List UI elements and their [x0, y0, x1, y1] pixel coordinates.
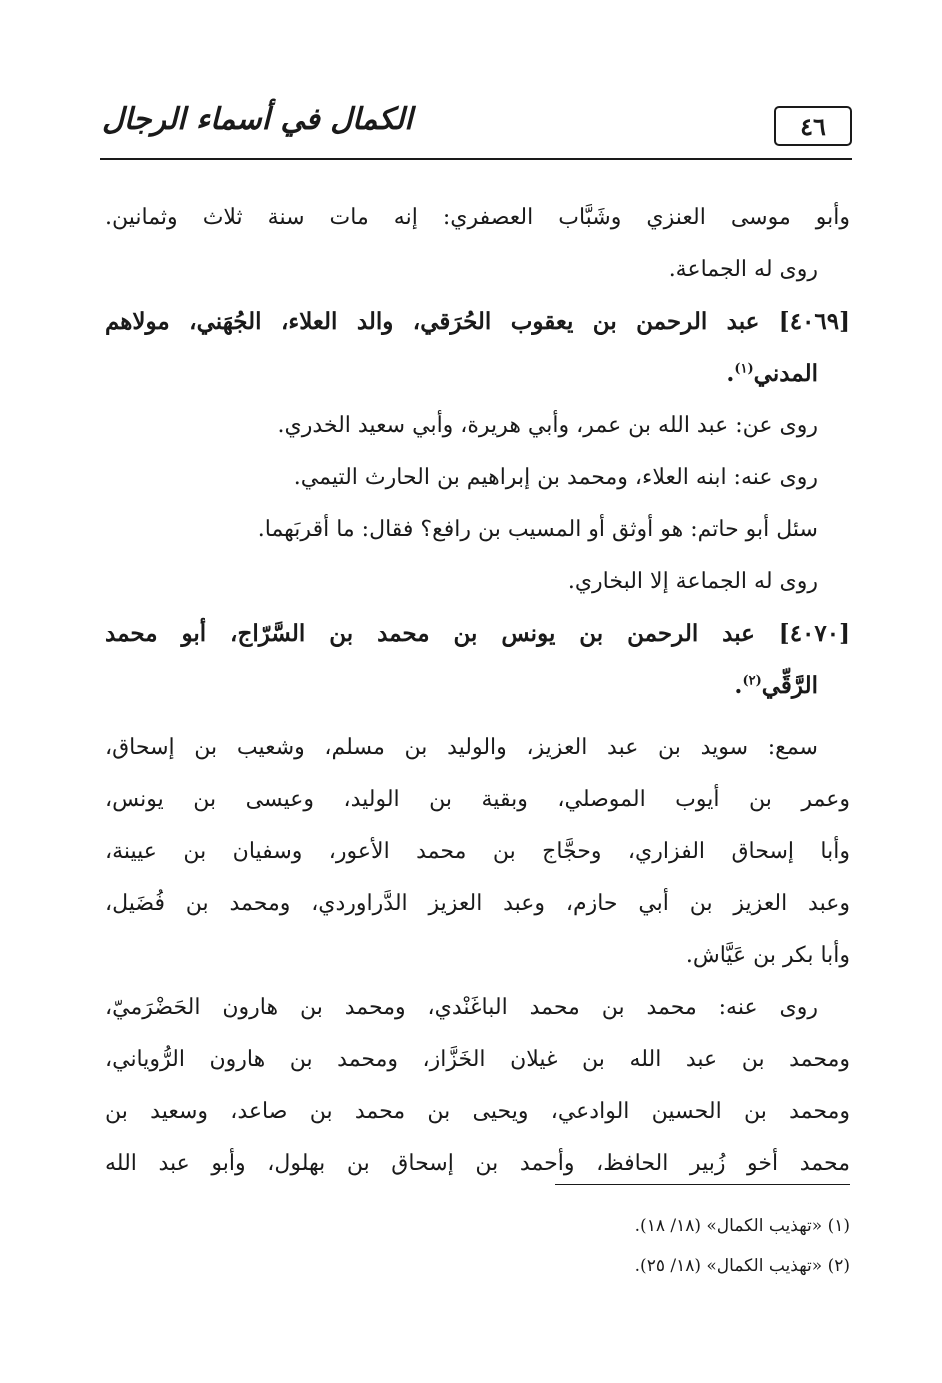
text-line: ومحمد بن الحسين الوادعي، ويحيى بن محمد بن صاعد، وسعيد بن: [105, 1099, 850, 1124]
entry-heading-4069: [٤٠٦٩] عبد الرحمن بن يعقوب الحُرَقي، والد العلاء، الجُهَني، مولاهم: [105, 308, 850, 335]
body-text: [105, 192, 850, 1190]
text-line: محمد أخو زُبير الحافظ، وأحمد بن إسحاق بن بهلول، وأبو عبد الله: [105, 1151, 850, 1176]
text-line: وأبا بكر بن عَيَّاش.: [685, 943, 850, 968]
book-title: الكمال في أسماء الرجال: [102, 102, 413, 137]
footnote-rule: [555, 1184, 850, 1185]
running-header: [100, 92, 852, 162]
entry-heading-4070-cont: الرَّقِّي$^{(٢)}$.: [734, 672, 818, 699]
text-line: روى عن: عبد الله بن عمر، وأبي هريرة، وأبي سعيد الخدري.: [277, 413, 818, 438]
text-line: ومحمد بن عبد الله بن غيلان الخَزَّاز، ومحمد بن هارون الرُّوياني،: [105, 1047, 850, 1072]
header-rule: [100, 158, 852, 160]
text-line: روى عنه: ابنه العلاء، ومحمد بن إبراهيم بن الحارث التيمي.: [293, 465, 818, 490]
text-line: وأبا إسحاق الفزاري، وحجَّاج بن محمد الأعور، وسفيان بن عيينة،: [105, 839, 850, 864]
footnote-ref: (٢): [742, 673, 762, 689]
text-line: وأبو موسى العنزي وشَبَّاب العصفري: إنه مات سنة ثلاث وثمانين.: [105, 205, 850, 230]
footnote: (٢) «تهذيب الكمال» (١٨/ ٢٥).: [634, 1256, 850, 1276]
text-line: روى عنه: محمد بن محمد الباغَنْدي، ومحمد بن هارون الحَضْرَميّ،: [105, 995, 818, 1020]
text-line: روى له الجماعة.: [668, 257, 818, 282]
entry-heading-4070: [٤٠٧٠] عبد الرحمن بن يونس بن محمد بن السَّرّاج، أبو محمد: [105, 620, 850, 647]
entry-heading-4069-cont: المدني$^{(١)}$.: [726, 360, 818, 387]
text-line: وعبد العزيز بن أبي حازم، وعبد العزيز الدَّراوردي، ومحمد بن فُضَيل،: [105, 891, 850, 916]
text-line: سئل أبو حاتم: هو أوثق أو المسيب بن رافع؟ فقال: ما أقربَهما.: [257, 517, 818, 542]
text-line: سمع: سويد بن عبد العزيز، والوليد بن مسلم، وشعيب بن إسحاق،: [105, 735, 818, 760]
page-number: ٤٦: [774, 106, 852, 146]
text-line: وعمر بن أيوب الموصلي، وبقية بن الوليد، وعيسى بن يونس،: [105, 787, 850, 812]
footnote-ref: (١): [734, 361, 754, 377]
footnotes: [400, 1206, 850, 1286]
footnote: (١) «تهذيب الكمال» (١٨/ ١٨).: [634, 1216, 850, 1236]
text-line: روى له الجماعة إلا البخاري.: [567, 569, 818, 594]
